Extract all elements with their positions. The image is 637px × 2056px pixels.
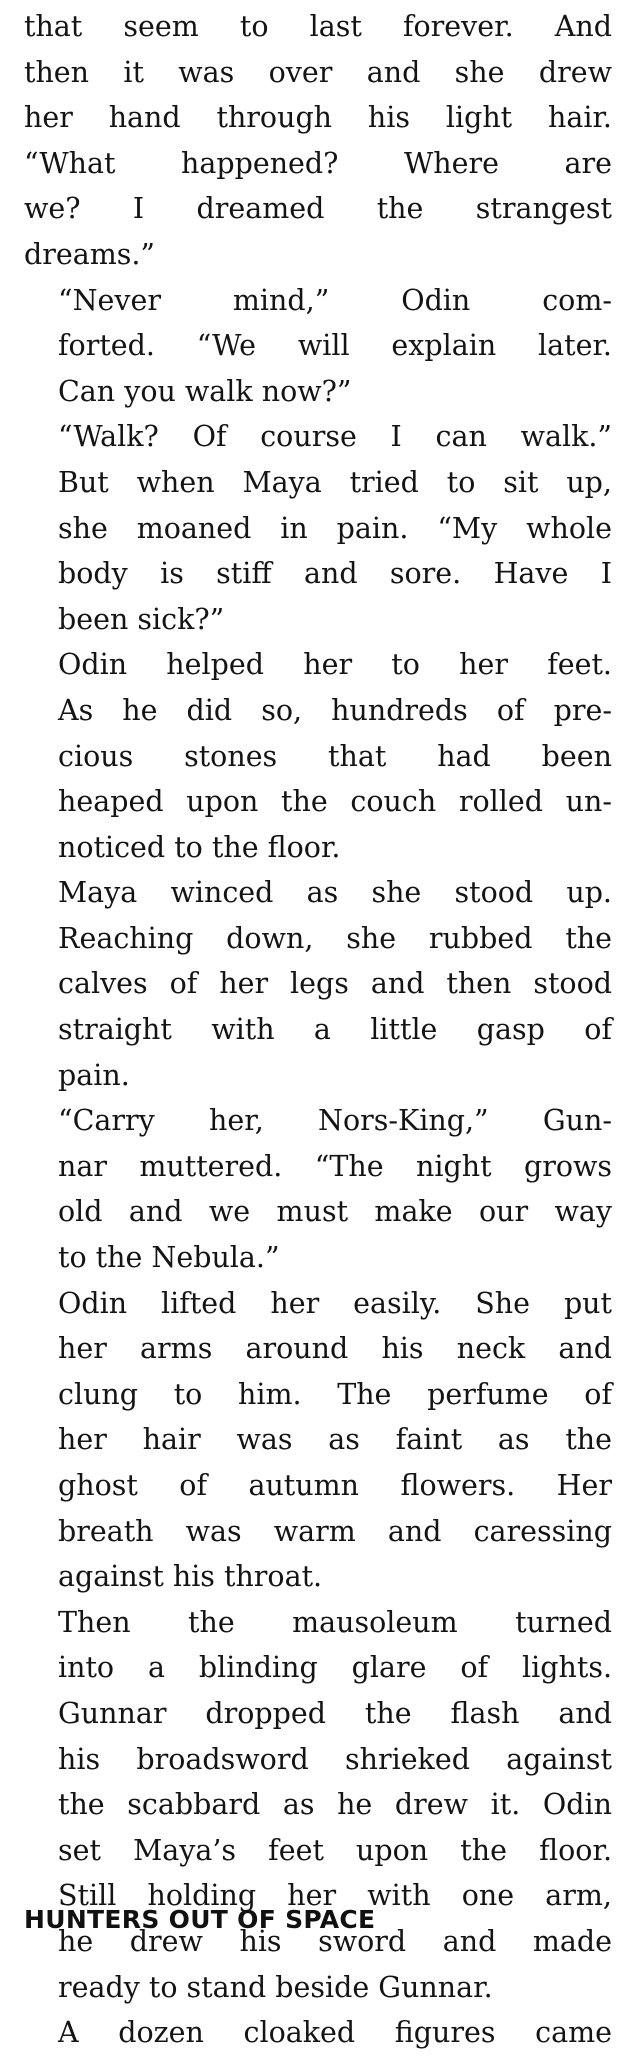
text-line: Odin helped her to her feet. xyxy=(58,648,612,682)
paragraph xyxy=(24,2010,612,2056)
text-column xyxy=(24,4,612,2056)
paragraph xyxy=(24,1281,612,1600)
paragraph xyxy=(24,278,612,415)
text-line: her hand through his light hair. xyxy=(24,101,612,135)
text-line: to the Nebula.” xyxy=(58,1241,280,1275)
text-line: body is stiff and sore. Have I xyxy=(58,557,612,591)
text-line: pain. xyxy=(58,1058,130,1092)
text-line: calves of her legs and then stood xyxy=(58,967,612,1001)
text-line: forted. “We will explain later. xyxy=(58,329,612,363)
text-line: breath was warm and caressing xyxy=(58,1514,612,1548)
paragraph xyxy=(24,1600,612,2010)
text-line: As he did so, hundreds of pre- xyxy=(58,693,612,727)
text-line: that seem to last forever. And xyxy=(24,10,612,43)
text-line: then it was over and she drew xyxy=(24,55,612,89)
paragraph xyxy=(24,642,612,870)
text-line: straight with a little gasp of xyxy=(58,1013,612,1047)
text-line: her hair was as faint as the xyxy=(58,1423,612,1457)
text-line: heaped upon the couch rolled un- xyxy=(58,785,612,819)
text-line: ghost of autumn flowers. Her xyxy=(58,1469,612,1502)
paragraph xyxy=(24,870,612,1098)
text-line: “Never mind,” Odin com- xyxy=(58,283,612,317)
text-line: old and we must make our way xyxy=(58,1195,612,1229)
text-line: “Carry her, Nors-King,” Gun- xyxy=(58,1104,612,1138)
text-line: A dozen cloaked figures came xyxy=(58,2016,612,2050)
text-line: her arms around his neck and xyxy=(58,1332,612,1366)
text-line: he drew his sword and made xyxy=(58,1924,612,1958)
text-line: Still holding her with one arm, xyxy=(58,1879,612,1913)
running-title: HUNTERS OUT OF SPACE xyxy=(24,1905,376,1934)
paragraph xyxy=(24,414,612,642)
text-line: ready to stand beside Gunnar. xyxy=(58,1970,493,2004)
text-line: cious stones that had been xyxy=(58,739,612,773)
text-line: the scabbard as he drew it. Odin xyxy=(58,1788,612,1822)
text-line: Gunnar dropped the flash and xyxy=(58,1696,612,1730)
paragraph xyxy=(24,4,612,278)
text-line: “What happened? Where are xyxy=(24,146,612,180)
text-line: clung to him. The perfume of xyxy=(58,1377,612,1411)
text-line: against his throat. xyxy=(58,1560,323,1594)
text-line: “Walk? Of course I can walk.” xyxy=(58,420,612,454)
text-line: Then the mausoleum turned xyxy=(58,1605,612,1639)
text-line: she moaned in pain. “My whole xyxy=(58,511,612,545)
text-line: Odin lifted her easily. She put xyxy=(58,1286,612,1320)
text-line: dreams.” xyxy=(24,237,156,271)
text-line: been sick?” xyxy=(58,602,225,636)
text-line: into a blinding glare of lights. xyxy=(58,1651,612,1685)
text-line: Can you walk now?” xyxy=(58,374,352,408)
text-line: Reaching down, she rubbed the xyxy=(58,921,612,955)
text-line: noticed to the floor. xyxy=(58,830,341,864)
text-line: we? I dreamed the strangest xyxy=(24,192,612,226)
text-line: Maya winced as she stood up. xyxy=(58,876,612,910)
text-line: his broadsword shrieked against xyxy=(58,1742,612,1776)
paragraph xyxy=(24,1098,612,1280)
text-line: set Maya’s feet upon the floor. xyxy=(58,1833,612,1867)
text-line: nar muttered. “The night grows xyxy=(58,1149,612,1183)
text-line: But when Maya tried to sit up, xyxy=(58,465,612,499)
